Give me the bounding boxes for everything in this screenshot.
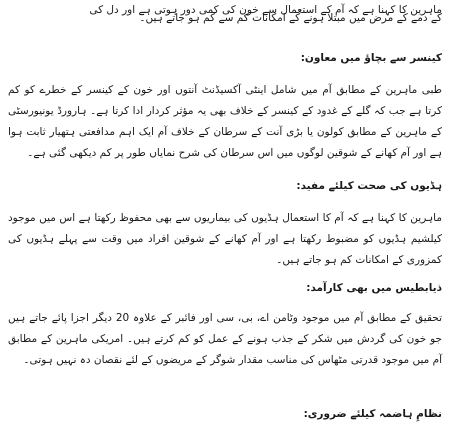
- article-top-fragment: ماہرین کا کہنا ہے کہ آم کے استعمال سے خون کی کمی دور ہوتی ہے اور دل کی: [89, 3, 442, 16]
- section-heading-bones: ہڈیوں کی صحت کیلئے مفید:: [296, 180, 442, 192]
- section-heading-diabetes: ذیابطیس میں بھی کارآمد:: [306, 282, 442, 294]
- section-heading-digestion: نظامِ ہاضمہ کیلئے ضروری:: [303, 408, 442, 420]
- section-body-bones: ماہرین کا کہنا ہے کہ آم کا استعمال ہڈیوں کی بیماریوں سے بھی محفوظ رکھتا ہے اس میں موجود کیلشیم ہڈیوں کو مضبوط رکھتا ہے اور آم کھانے کے شوقین افراد میں وقت سے پہلے ہڈیوں کی کمزوری کے امکانات کم ہو جاتے ہیں۔: [8, 212, 442, 266]
- article-top-paragraph: کے دمے کے مرض میں مبتلا ہونے کے امکانات کم سے کم ہو جاتے ہیں۔: [139, 12, 442, 24]
- section-body-diabetes: تحقیق کے مطابق آم میں موجود وٹامن اے، بی، سی اور فائبر کے علاوہ 20 دیگر اجزا پائے جاتے ہیں جو خون کی گردش میں شکر کے جذب ہونے کے عمل کو کم کرتے ہیں۔ امریکی ماہرین کے مطابق آم میں موجود قدرتی مٹھاس کی مناسب مقدار شوگر کے مریضوں کے لئے نقصان دہ نہیں ہوتی۔: [8, 312, 442, 366]
- section-heading-cancer: کینسر سے بچاؤ میں معاون:: [300, 52, 442, 64]
- section-body-cancer: طبی ماہرین کے مطابق آم میں شامل اینٹی آکسیڈنٹ آنتوں اور خون کے کینسر کے خطرے کو کم کرتا ہے جب کہ گلے کے غدود کے کینسر کے خلاف بھی یہ مؤثر کردار ادا کرتا ہے۔ ہارورڈ یونیورسٹی کے ماہرین کے مطابق کولون یا بڑی آنت کے سرطان کے خلاف آم ایک اہم مدافعتی ہتھیار ثابت ہوا ہے اور آم کھانے کے شوقین لوگوں میں اس سرطان کی شرح نمایاں طور پر کم دیکھی گئی ہے۔: [8, 84, 442, 159]
